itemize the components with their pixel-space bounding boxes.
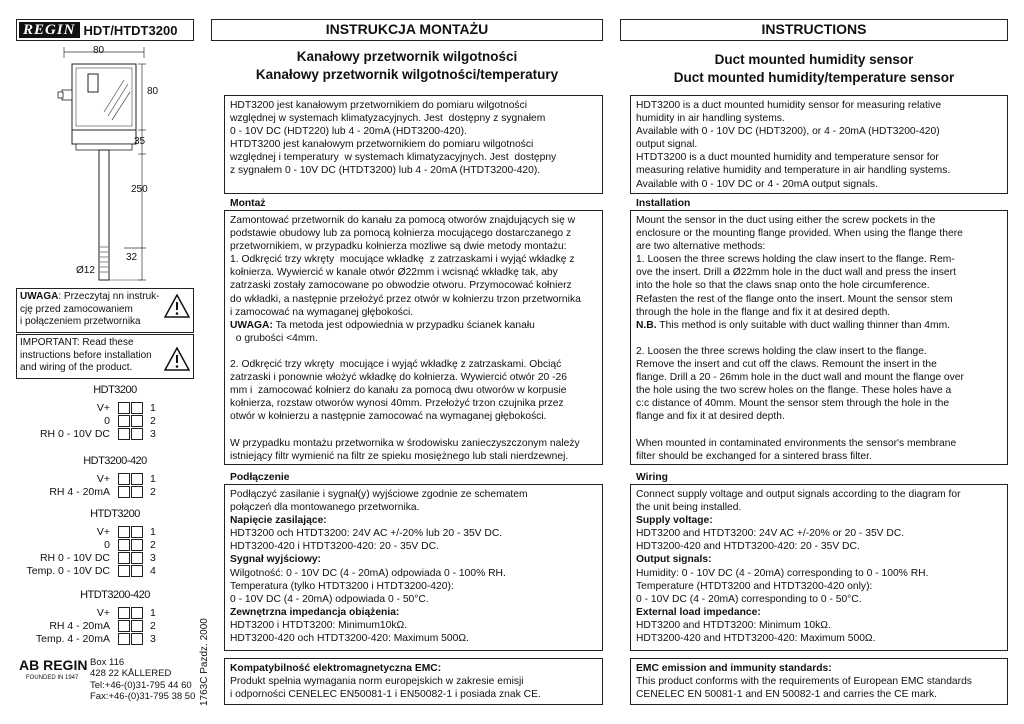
dim-width: 80: [93, 45, 105, 56]
en-intro: HDT3200 is a duct mounted humidity sensor for measuring relative humidity in air handling systems. Available with 0 - 10V DC (HDT3200), or 4 - 20mA (HDT3200-420) output signal. HTDT3200 is a duct mounted humidity and temperature sensor for measuring relative humidity and temperature in air handling systems. Available with 0 - 10V DC or 4 - 20mA output signals.: [636, 100, 951, 190]
terminal-number: 2: [150, 415, 156, 427]
en-output: Humidity: 0 - 10V DC (4 - 20mA) corresponding to 0 - 100% RH. Temperature (HTDT3200 and HTDT3200-420 only): 0 - 10V DC (4 - 20mA) corresponding to 0 - 50°C.: [636, 567, 929, 605]
pl-load-label: Zewnętrzna impedancja obiążenia:: [230, 606, 400, 618]
terminal-screw: [118, 620, 130, 632]
en-wiring-box: [630, 484, 1008, 651]
terminal-block: [131, 552, 143, 564]
pl-title-line2: Kanałowy przetwornik wilgotności/temperatury: [255, 67, 559, 82]
dim-35: 35: [134, 136, 146, 147]
model-header: [16, 19, 194, 41]
warning-en-line1: IMPORTANT: Read these: [20, 337, 134, 348]
terminal-label: V+: [96, 473, 110, 485]
sensor-dimension-drawing: [16, 42, 194, 287]
en-mount-p3: When mounted in contaminated environments the sensor's membrane filter should be exchanged for a sintered brass filter.: [636, 437, 957, 462]
company-founded: FOUNDED IN 1947: [26, 675, 79, 681]
terminal-block: [131, 565, 143, 577]
pl-header: INSTRUKCJA MONTAŻU: [211, 19, 603, 41]
pl-supply-label: Napięcie zasilające:: [230, 515, 327, 527]
address-line2: 428 22 KÅLLERED: [90, 668, 172, 680]
terminal-label: Temp. 4 - 20mA: [35, 633, 110, 645]
terminal-screw: [118, 552, 130, 564]
en-wiring-title: Wiring: [636, 472, 668, 483]
terminal-screw: [118, 428, 130, 440]
pl-output-label: Sygnał wyjściowy:: [230, 554, 321, 566]
pl-note: Ta metoda jest odpowiednia w przypadku ścianek kanału o grubości <4mm.: [235, 319, 535, 344]
pl-wiring-title: Podłączenie: [230, 472, 290, 483]
en-output-label: Output signals:: [636, 554, 712, 566]
en-mount-title: Installation: [636, 198, 691, 209]
pl-wiring-p1: Podłączyć zasilanie i sygnał(y) wyjściowe zgodnie ze schematem połączeń dla montowanego przetwornika.: [230, 489, 528, 514]
warning-en-line3: and wiring of the product.: [20, 362, 133, 373]
regin-logo: REGIN: [19, 22, 80, 38]
en-mount-p1: Mount the sensor in the duct using either the screw pockets in the enclosure or the mounting flange provided. When using the flange there are two alternative methods: 1. Loosen the three screws holding the claw insert to the flange. Rem- ove the insert. Drill a Ø22mm hole in the duct wall and press the insert into the hole so that the claws snap onto the hole circumference. Refasten the rest of the flange onto the insert. Mount the sensor stem through the hole in the flange and fix it at desired depth.: [636, 215, 963, 318]
terminal-number: 4: [150, 565, 156, 577]
terminal-block: [131, 539, 143, 551]
terminal-label: V+: [96, 402, 110, 414]
company-name: AB REGIN: [19, 657, 88, 673]
terminal-label: RH 4 - 20mA: [49, 620, 110, 632]
en-title: [620, 51, 1008, 87]
terminal-label: RH 4 - 20mA: [49, 486, 110, 498]
terminal-block: [131, 428, 143, 440]
terminal-number: 1: [150, 473, 156, 485]
wiring-title: HDT3200-420: [83, 455, 147, 467]
dim-32: 32: [126, 252, 138, 263]
pl-mount-p2: 2. Odkręcić trzy wkręty mocujące i wyjąć wkładkę z zatrzaskami. Obciąć zatrzaski i ponownie włożyć wkładkę do kołnierza. Wywiercić otwór 20 -26 mm i zamocować kołnierz do kanału za pomocą dwu otworów w korpusie kołnierza, rozstaw otworów wynosi 40mm. Przełożyć trzon czujnika przez otwór w kołnierzu a następnie zamocować na wymaganej głębokości.: [230, 359, 567, 423]
terminal-screw: [118, 539, 130, 551]
en-note-label: N.B.: [636, 319, 657, 331]
dim-diameter: Ø12: [76, 265, 95, 276]
terminal-number: 2: [150, 620, 156, 632]
en-wiring: [631, 485, 1007, 648]
terminal-screw: [118, 486, 130, 498]
terminal-number: 3: [150, 633, 156, 645]
en-emc-title: EMC emission and immunity standards:: [636, 663, 832, 674]
terminal-number: 2: [150, 539, 156, 551]
terminal-block: [131, 473, 143, 485]
terminal-screw: [118, 607, 130, 619]
terminal-screw: [118, 526, 130, 538]
terminal-label: V+: [96, 526, 110, 538]
terminal-number: 2: [150, 486, 156, 498]
terminal-screw: [118, 473, 130, 485]
en-supply: HDT3200 and HTDT3200: 24V AC +/-20% or 20 - 35V DC. HDT3200-420 and HTDT3200-420: 20 - 35V DC.: [636, 528, 905, 553]
pl-title: [211, 48, 603, 84]
pl-title-line1: Kanałowy przetwornik wilgotności: [296, 49, 518, 64]
wiring-title: HTDT3200: [90, 508, 140, 520]
terminal-number: 3: [150, 428, 156, 440]
en-emc: [631, 659, 1007, 704]
terminal-block: [131, 415, 143, 427]
warning-pl-label: UWAGA: [20, 291, 59, 302]
wiring-title: HDT3200: [93, 384, 137, 396]
pl-mount-title: Montaż: [230, 198, 266, 209]
en-wiring-p1: Connect supply voltage and output signals according to the diagram for the unit being installed.: [636, 489, 961, 514]
model-code: HDT/HTDT3200: [83, 22, 178, 38]
terminal-label: 0: [104, 539, 110, 551]
terminal-label: RH 0 - 10V DC: [39, 552, 110, 564]
terminal-screw: [118, 565, 130, 577]
pl-intro-box: [224, 95, 603, 194]
terminal-screw: [118, 633, 130, 645]
en-header: INSTRUCTIONS: [620, 19, 1008, 41]
pl-emc: [225, 659, 602, 704]
document-reference: 1763C Pazdz. 2000: [199, 618, 210, 706]
terminal-block: [131, 402, 143, 414]
pl-emc-box: [224, 658, 603, 705]
en-emc-box: [630, 658, 1008, 705]
en-title-line2: Duct mounted humidity/temperature sensor: [673, 70, 955, 85]
terminal-label: RH 0 - 10V DC: [39, 428, 110, 440]
phone: Tel:+46-(0)31-795 44 60: [90, 679, 192, 691]
pl-wiring: [225, 485, 602, 648]
warning-triangle-icon: [164, 347, 190, 371]
pl-supply: HDT3200 och HTDT3200: 24V AC +/-20% lub 20 - 35V DC. HDT3200-420 i HTDT3200-420: 20 - 35V DC.: [230, 528, 503, 553]
dim-height: 80: [147, 86, 159, 97]
terminal-block: [131, 607, 143, 619]
warning-pl-line1: : Przeczytaj nn instruk-: [58, 291, 160, 302]
terminal-label: Temp. 0 - 10V DC: [26, 565, 110, 577]
en-title-line1: Duct mounted humidity sensor: [714, 52, 914, 67]
terminal-label: 0: [104, 415, 110, 427]
en-mount-box: [630, 210, 1008, 465]
pl-wiring-box: [224, 484, 603, 651]
pl-intro: HDT3200 jest kanałowym przetwornikiem do pomiaru wilgotności względnej w systemach klimatyzacyjnych. Jest dostępny z sygnałem 0 - 10V DC (HDT220) lub 4 - 20mA (HDT3200-420). HTDT3200 jest kanałowym przetwornikiem do pomiaru wilgotności względnej i temperatury w systemach klimatyzacyjnych. Jest dostępny z sygnałem 0 - 10V DC (HTDT3200) lub 4 - 20mA (HTDT3200-420).: [230, 100, 557, 177]
en-emc-text: This product conforms with the requirements of European EMC standards CENELEC EN 50081-1 and EN 50082-1 and carries the CE mark.: [636, 676, 972, 701]
terminal-screw: [118, 402, 130, 414]
warning-pl-line2: cję przed zamocowaniem: [20, 303, 133, 315]
terminal-block: [131, 633, 143, 645]
warning-triangle-icon: [164, 294, 190, 318]
address-line1: Box 116: [90, 657, 125, 668]
pl-mount-p1: Zamontować przetwornik do kanału za pomocą otworów znajdujących się w podstawie obudowy lub za pomocą kołnierza mocującego dostarczanego z przetwornikiem, w przypadku kołnierza mozliwe są dwie metody montażu: 1. Odkręcić trzy wkręty mocujące wkładkę z zatrzaskami i wyjąć wkładkę z kołnierza. Wywiercić w kanale otwór Ø22mm i wcisnąć wkładkę tak, aby zatrzaski zostały zamocowane po obwodzie otworu. Przymocować kołnierz do wkładki, a następnie przełożyć przez otwór w kołnierzu trzon przetwornika i zamocować na wymaganej głębokości.: [230, 215, 581, 318]
terminal-number: 3: [150, 552, 156, 564]
warning-pl-line3: i połączeniem przetwornika: [20, 316, 141, 327]
company-address: [90, 657, 195, 702]
terminal-number: 1: [150, 526, 156, 538]
pl-mount-p3: W przypadku montażu przetwornika w środowisku zanieczyszczonym należy istniejący filtr wymienić na filtr ze spieku mosiężnego lub stali nierdzewnej.: [230, 437, 580, 462]
pl-mount-box: [224, 210, 603, 465]
terminal-number: 1: [150, 402, 156, 414]
en-mount: [631, 211, 1007, 466]
warning-en-line2: instructions before installation: [20, 349, 152, 361]
terminal-screw: [118, 415, 130, 427]
en-supply-label: Supply voltage:: [636, 515, 713, 527]
en-load-label: External load impedance:: [636, 606, 761, 618]
terminal-block: [131, 486, 143, 498]
terminal-number: 1: [150, 607, 156, 619]
en-note: This method is only suitable with duct walling thinner than 4mm.: [656, 319, 951, 331]
en-mount-p2: 2. Loosen the three screws holding the claw insert to the flange. Remove the insert and cut off the claws. Remount the insert in the flange. Drill a 20 - 26mm hole in the duct wall and mount the flange over the hole using the two screw holes on the flange. These holes have a c:c distance of 40mm. Mount the sensor stem through the hole in the flange and fix it at desired depth.: [636, 345, 964, 423]
terminal-block: [131, 620, 143, 632]
terminal-block: [131, 526, 143, 538]
en-intro-box: [630, 95, 1008, 194]
pl-load: HDT3200 i HTDT3200: Minimum10kΩ. HDT3200-420 och HTDT3200-420: Maximum 500Ω.: [230, 619, 469, 645]
pl-emc-title: Kompatybilność elektromagnetyczna EMC:: [230, 663, 442, 674]
en-load: HDT3200 and HTDT3200: Minimum 10kΩ. HDT3200-420 and HTDT3200-420: Maximum 500Ω.: [636, 619, 876, 645]
terminal-label: V+: [96, 607, 110, 619]
pl-note-label: UWAGA:: [230, 319, 273, 331]
pl-mount: [225, 211, 602, 466]
dim-250: 250: [131, 184, 148, 195]
wiring-title: HTDT3200-420: [80, 589, 150, 601]
pl-emc-text: Produkt spełnia wymagania norm europejskich w zakresie emisji i odporności CENELEC EN50081-1 i EN50082-1 i posiada znak CE.: [230, 676, 541, 701]
pl-output: Wilgotność: 0 - 10V DC (4 - 20mA) odpowiada 0 - 100% RH. Temperatura (tylko HTDT3200 i HTDT3200-420): 0 - 10V DC (4 - 20mA) odpowiada 0 - 50°C.: [230, 567, 506, 605]
fax: Fax:+46-(0)31-795 38 50: [90, 690, 196, 702]
